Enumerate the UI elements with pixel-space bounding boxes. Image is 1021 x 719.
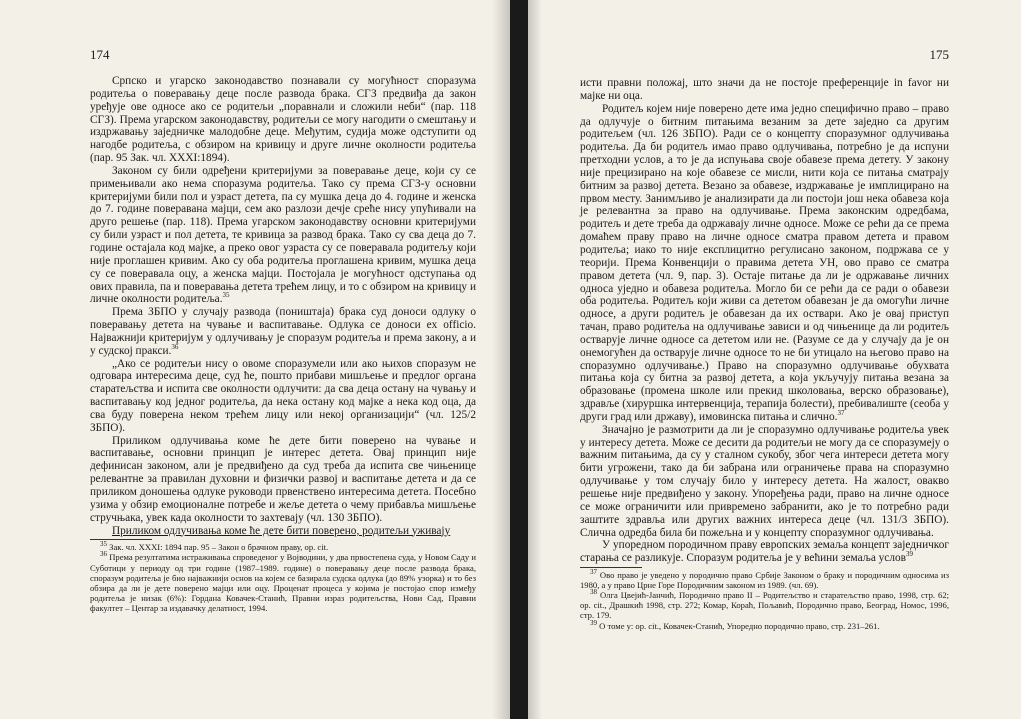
gutter-shadow [492, 0, 510, 719]
footnote: $^{37}$ Ово право је уведено у породично право Србије Законом о браку и породичним односима из 1980, а у право Црне Горе Породичним законом из 1989. (чл. 69). [580, 568, 950, 591]
body-text [580, 77, 949, 565]
page-number: 174 [90, 47, 110, 62]
footnote: $^{35}$ Зак. чл. XXXI: 1894 пар. 95 – Закон о брачном праву, op. cit. [100, 540, 329, 553]
paragraph: исти правни положај, што значи да не постоје преференције in favor ни мајке ни оца. [580, 77, 949, 102]
paragraph: Приликом одлучивања коме ће дете бити поверено, родитељи уживају [112, 524, 451, 537]
footnote: $^{36}$ Према резултатима истраживања спроведеног у Војводини, у два првостепена суда, у Новом Саду и Суботици у периоду од три године (1987–1989. године) о поверавању деце после развода брака, споразум родитеља је био најважнији основ на којем се базирала судска одлука (до 89% узорка) и то без обзира да ли је дете поверено мајци или оцу. Проценат процеса у којима је постојао спор између родитеља је низак (6%): Гордана Ковачек-Станић, Правни израз родитељства, Нови Сад, Правни факултет – Центар за издавачку делатност, 1994. [90, 550, 476, 613]
paragraph: У упоредном породичном праву европских земаља концепт заједничког старања се разликује. Споразум родитеља је у већини земаља услов$^{39}$ [580, 539, 949, 565]
footnotes [90, 542, 476, 613]
paragraph: Законом су били одређени критеријуми за поверавање деце, који су се примењивали ако нема споразума родитеља. Тако су према СГЗ-у основни критеријуми били пол и узраст детета, па су мушка деца до 4. године и женска до 7. године поверавана мајци, сем ако разлози дечје среће нису упућивали на друго решење (пар. 118). Према угарском законодавству основни критеријуми су били узраст и пол детета, те кривица за развод брака. Тако су сва деца до 7. године остајала код мајке, а преко овог узраста су се поверавала родитељу који није проглашен кривим. Ако су оба родитеља проглашена кривим, мушка деца су се поверавала оцу, а женска мајци. Постојала је могућност одступања од ових правила, па и поверавања детета трећем лицу, и то с обзиром на кривицу и личне околности родитеља.$^{35}$ [90, 164, 476, 306]
body-text [90, 75, 476, 537]
right-page [528, 0, 1021, 719]
paragraph: Значајно је размотрити да ли је споразумно одлучивање родитеља увек у интересу детета. Може се десити да родитељи не могу да се споразумеју о важним питањима, да су у сталном сукобу, због чега интереси детета могу бити угрожени, тако да би забрана или ограничење права на споразумно одлучивање у том случају било у интересу детета. На жалост, овакво решење није предвиђено у закону. Упоређења ради, право на личне односе се може ограничити или привремено забранити, ако је то потребно ради заштите здравља или других важних интереса деце (чл. 131/3 ЗБПО). Слична одредба била би пожељна и у концепту споразумног одлучивања. [580, 423, 949, 539]
footnote: $^{39}$ О томе у: op. cit., Ковачек-Станић, Упоредно породично право, стр. 231–261. [590, 618, 880, 631]
footnote-ref: 36 [171, 342, 179, 351]
footnotes [580, 570, 949, 631]
footnote: $^{38}$ Олга Цвејић-Јанчић, Породично право II – Родитељство и старатељство право, 1998, стр. 62; op. cit., Драшкић 1998, стр. 272; Комар, Кораћ, Пољавић, Породично право, Београд, Номос, 1996, стр. 179. [580, 588, 949, 621]
paragraph: Родитељ којем није поверено дете има једно специфично право – право да одлучује о битним питањима везаним за дете заједно са другим родитељем (чл. 126 ЗБПО). Ради се о концепту споразумног одлучивања родитеља. Да би родитељ имао право одлучивања, потребно је да испуни претходни услов, а то је да испуњава своје обавезе према детету. У закону није прецизирано на које обавезе се мисли, нити која се питања сматрају битним за развој детета. Везано за обавезе, издржавање је имплицирано на првом месту. Занимљиво је анализирати да ли постоји још нека обавеза која је релевантна за право на одлучивање. Према законским одредбама, родитељ и дете треба да одржавају личне односе. Може се рећи да се према домаћем праву право на личне односе сматра правом детета и правом родитеља; иако то није експлицитно регулисано законом, подржава се у теорији. Према Конвенцији о правима детета УН, ово право се сматра правом детета (чл. 9, пар. 3). Остаје питање да ли је одржавање личних односа уједно и обавеза родитеља. Могло би се рећи да се ради о обавези оба родитеља. Родитељ који живи са дететом обавезан је да омогући личне односе, а други родитељ је обавезан да их оствари. Ако је овај приступ тачан, право родитеља на одлучивање зависи и од чињенице да ли родитељ остварује личне односе са дететом или не. (Разуме се да у случају да је он онемогућен да остварује личне односе то не би утицало на његово право на споразумно одлучивање.) Право на споразумно одлучивање обухвата питања која су битна за развој детета, а која укључују питања везана за образовање (промена школе или прекид школовања, верско образовање), здравље (хируршка интервенција, терапија болести), пребивалиште (сеоба у други град или државу), имовинска питања и слично.$^{37}$ [580, 102, 949, 423]
gutter-shadow [528, 0, 542, 719]
paragraph: „Ако се родитељи нису о овоме споразумели или ако њихов споразум не одговара интересима деце, суд ће, пошто прибави мишљење и предлог органа старатељства и испита све околности одлучити: да сва деца остану на чувању и васпитавању код једног родитеља, да нека остану код мајке а нека код оца, да сва буду поверена неком трећем лицу или некој организацији“ (чл. 125/2 ЗБПО). [90, 357, 476, 434]
footnote-ref: 39 [905, 550, 913, 559]
paragraph: Према ЗБПО у случају развода (поништаја) брака суд доноси одлуку о поверавању детета на чување и васпитавање. Одлука се доноси ex officio. Најважнији критеријум у одлучивању је споразум родитеља и према закону, а и у судској пракси.$^{36}$ [90, 306, 476, 357]
footnote-ref: 35 [222, 291, 230, 300]
page-number: 175 [929, 47, 949, 62]
left-page [0, 0, 510, 719]
paragraph: Приликом одлучивања коме ће дете бити поверено на чување и васпитавање, основни принцип је интерес детета. Овај принцип није дефинисан законом, али је предвиђено да суд треба да испита све чињенице релевантне за правилан духовни и физички развој и васпитање детета и да се приликом доношења одлуке руководи првенствено интересима детета. Посебно узима у обзир емоционалне потребе и жеље детета о чему прибавља мишљење стручњака, увек када околности то захтевају (чл. 130 ЗБПО). [90, 434, 476, 524]
paragraph: Српско и угарско законодавство познавали су могућност споразума родитеља о поверавању деце после развода брака. СГЗ предвиђа да закон уређује ове односе ако се родитељи „поравнали и сложили неби“ (пар. 118 СГЗ). Према угарском законодавству, родитељи се могу нагодити о смештању и издржавању заједничке малодобне деце. Међутим, судија може одступити од нагодбе родитеља, с обзиром на кривицу и друге личне околности родитеља (пар. 95 Зак. чл. XXXI:1894). [90, 75, 476, 165]
footnote-ref: 37 [837, 409, 845, 418]
